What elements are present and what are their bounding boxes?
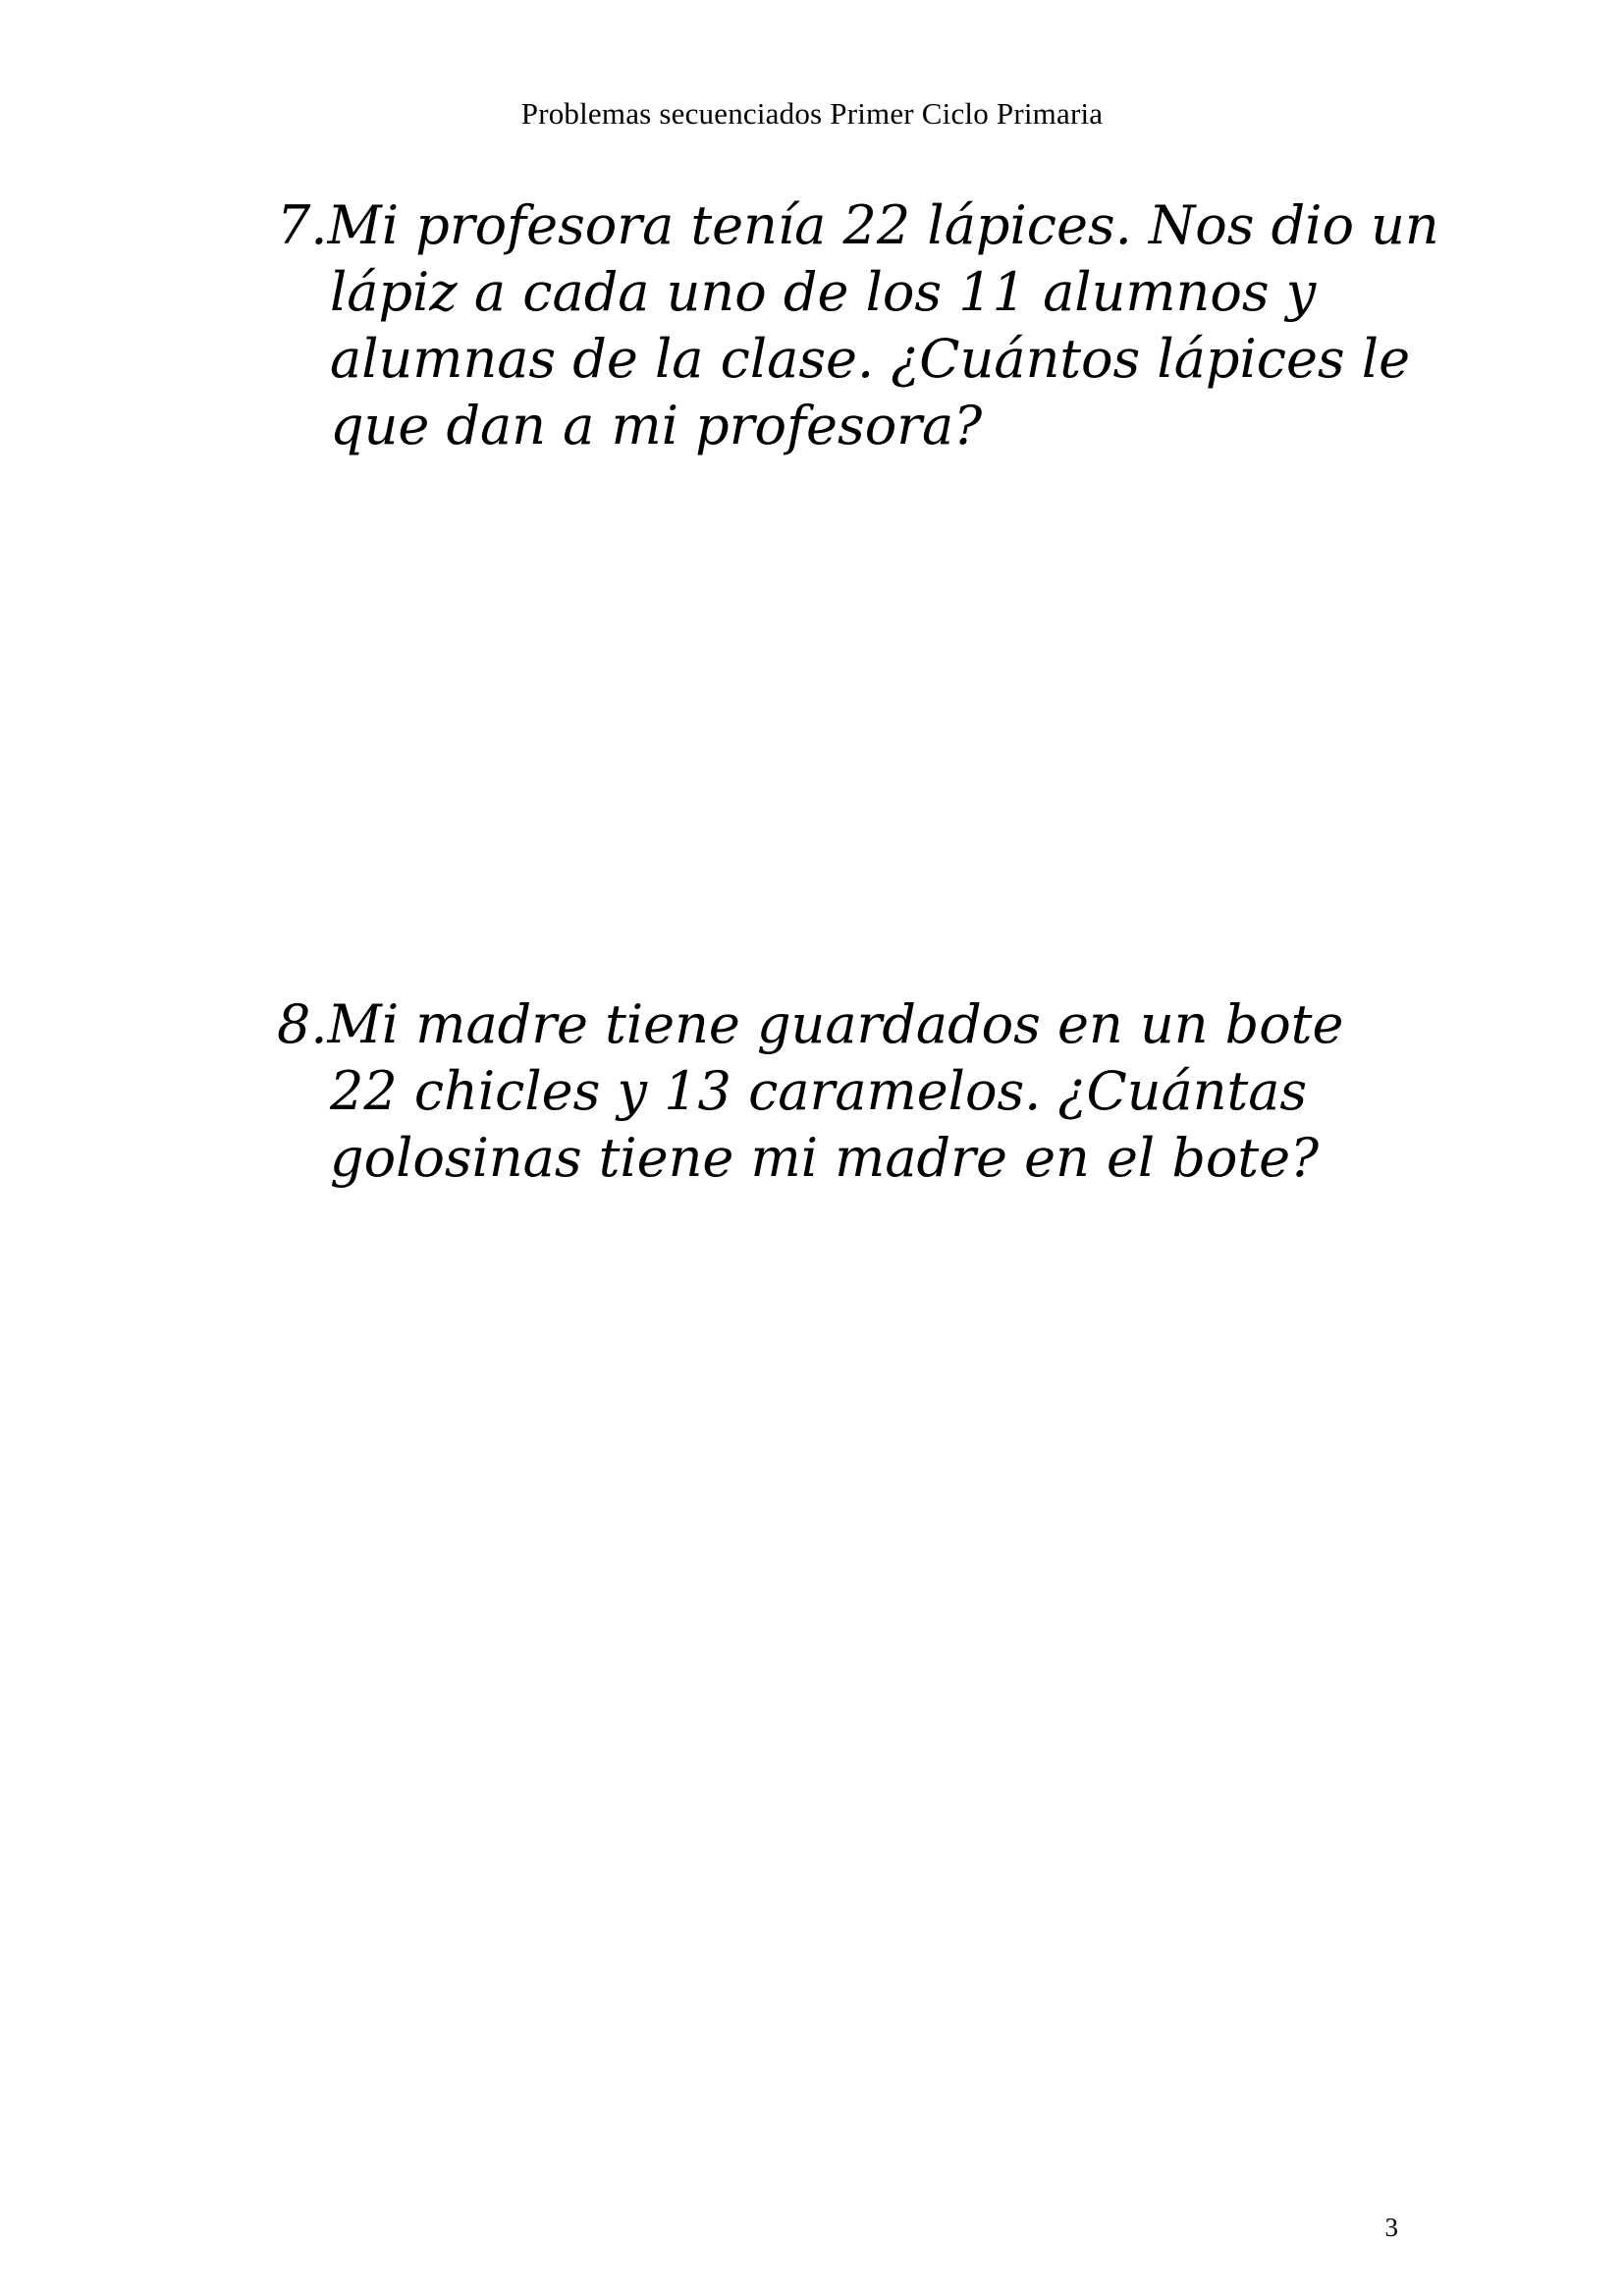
problem-8-line-2: 22 chicles y 13 caramelos. ¿Cuántas bbox=[330, 1060, 1308, 1122]
problem-8-line-3: golosinas tiene mi madre en el bote? bbox=[330, 1127, 1320, 1189]
problem-8 bbox=[277, 991, 1406, 1192]
problem-7-line-3: alumnas de la clase. ¿Cuántos lápices le bbox=[330, 328, 1411, 390]
page-number: 3 bbox=[1384, 2213, 1398, 2242]
problem-8-line-1: 8.Mi madre tiene guardados en un bote bbox=[277, 993, 1344, 1055]
problem-7-line-4: que dan a mi profesora? bbox=[330, 395, 983, 456]
problem-7-line-2: lápiz a cada uno de los 11 alumnos y bbox=[330, 261, 1317, 323]
problem-7-line-1: 7.Mi profesora tenía 22 lápices. Nos dio un bbox=[277, 194, 1439, 256]
problem-7 bbox=[277, 192, 1439, 459]
running-header: Problemas secuenciados Primer Ciclo Primaria bbox=[520, 96, 1104, 131]
